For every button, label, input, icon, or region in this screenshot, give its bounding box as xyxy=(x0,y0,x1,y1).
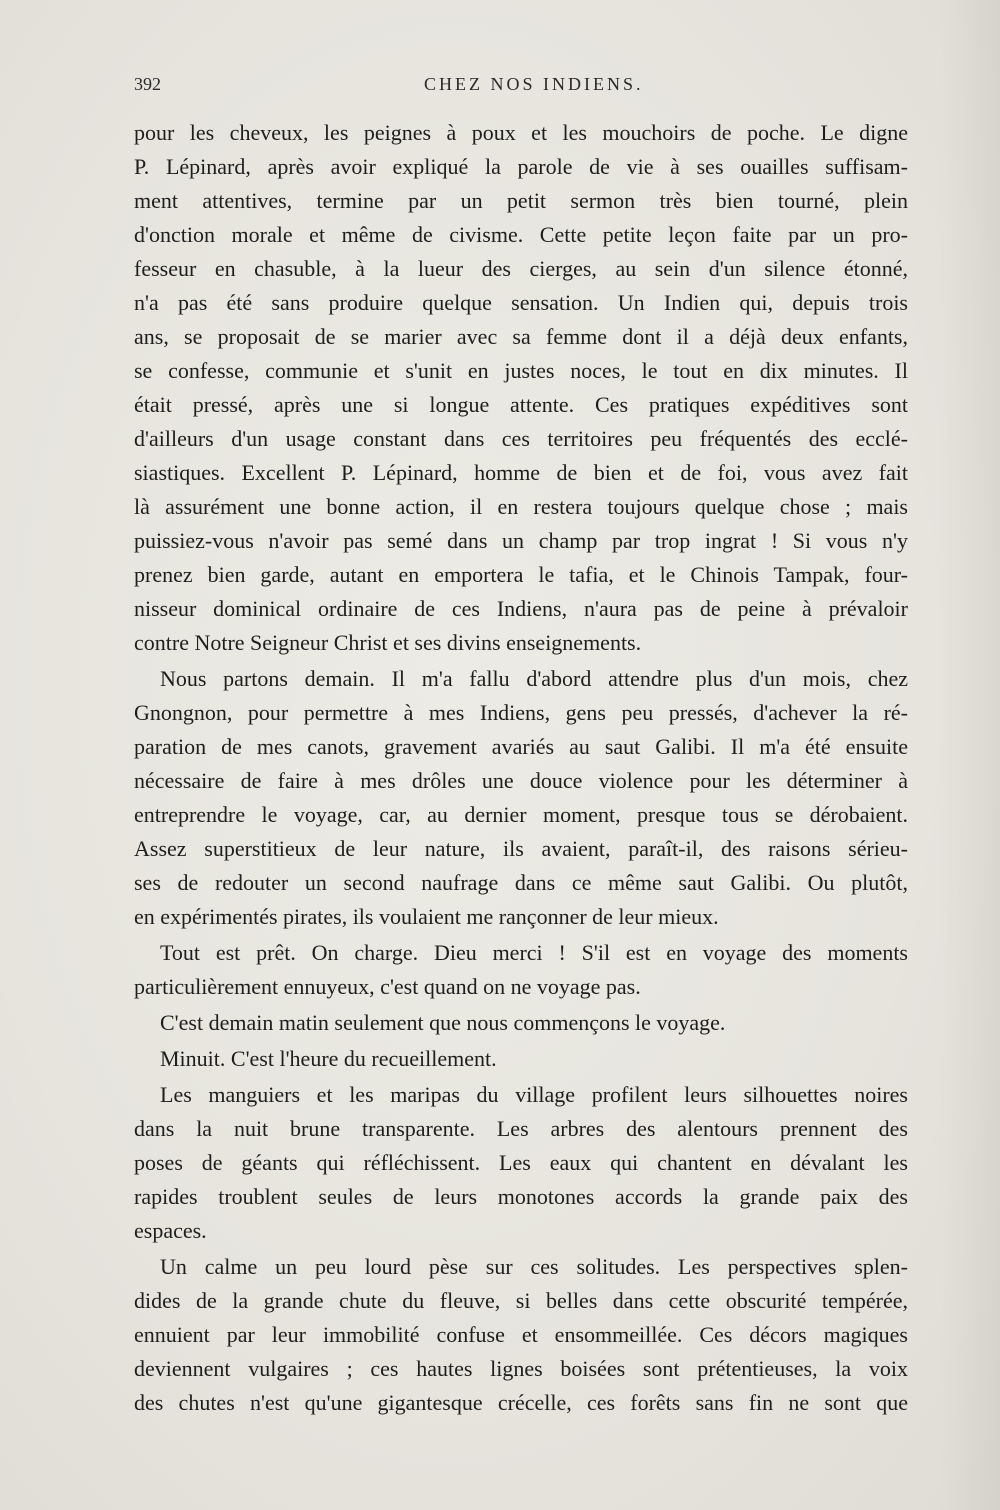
text-line: Minuit. C'est l'heure du recueillement. xyxy=(160,1046,497,1071)
paragraph xyxy=(134,1250,908,1420)
text-line: ment attentives, termine par un petit sermon très bien tourné, plein xyxy=(134,188,908,213)
text-line: Tout est prêt. On charge. Dieu merci ! S'il est en voyage des moments xyxy=(160,940,908,965)
text-line: d'onction morale et même de civisme. Cette petite leçon faite par un pro- xyxy=(134,222,908,247)
body-text xyxy=(134,116,908,1422)
page-header xyxy=(134,70,912,100)
text-line: se confesse, communie et s'unit en justes noces, le tout en dix minutes. Il xyxy=(134,358,908,383)
paragraph xyxy=(134,1078,908,1248)
paragraph xyxy=(134,116,908,660)
text-line: nisseur dominical ordinaire de ces Indiens, n'aura pas de peine à prévaloir xyxy=(134,596,908,621)
text-line: fesseur en chasuble, à la lueur des cierges, au sein d'un silence étonné, xyxy=(134,256,908,281)
text-line: deviennent vulgaires ; ces hautes lignes boisées sont prétentieuses, la voix xyxy=(134,1356,908,1381)
text-line: ses de redouter un second naufrage dans ce même saut Galibi. Ou plutôt, xyxy=(134,870,908,895)
page-number: 392 xyxy=(134,74,161,94)
text-line: C'est demain matin seulement que nous commençons le voyage. xyxy=(160,1010,726,1035)
paragraph xyxy=(134,1006,908,1040)
text-line: Gnongnon, pour permettre à mes Indiens, gens peu pressés, d'achever la ré- xyxy=(134,700,908,725)
text-line: n'a pas été sans produire quelque sensation. Un Indien qui, depuis trois xyxy=(134,290,908,315)
text-line: des chutes n'est qu'une gigantesque crécelle, ces forêts sans fin ne sont que xyxy=(134,1390,908,1415)
paragraph xyxy=(134,1042,908,1076)
text-line: contre Notre Seigneur Christ et ses divins enseignements. xyxy=(134,630,642,655)
text-line: particulièrement ennuyeux, c'est quand on ne voyage pas. xyxy=(134,974,641,999)
text-line: ans, se proposait de se marier avec sa femme dont il a déjà deux enfants, xyxy=(134,324,908,349)
text-line: dides de la grande chute du fleuve, si belles dans cette obscurité tempérée, xyxy=(134,1288,908,1313)
text-line: Assez superstitieux de leur nature, ils avaient, paraît-il, des raisons sérieu- xyxy=(134,836,908,861)
text-line: P. Lépinard, après avoir expliqué la parole de vie à ses ouailles suffisam- xyxy=(134,154,908,179)
text-line: prenez bien garde, autant en emportera le tafia, et le Chinois Tampak, four- xyxy=(134,562,908,587)
paragraph xyxy=(134,936,908,1004)
paragraph xyxy=(134,662,908,934)
text-line: d'ailleurs d'un usage constant dans ces territoires peu fréquentés des ecclé- xyxy=(134,426,908,451)
text-line: entreprendre le voyage, car, au dernier moment, presque tous se dérobaient. xyxy=(134,802,908,827)
text-line: dans la nuit brune transparente. Les arbres des alentours prennent des xyxy=(134,1116,908,1141)
text-line: paration de mes canots, gravement avariés au saut Galibi. Il m'a été ensuite xyxy=(134,734,908,759)
text-line: là assurément une bonne action, il en restera toujours quelque chose ; mais xyxy=(134,494,908,519)
text-line: Nous partons demain. Il m'a fallu d'abord attendre plus d'un mois, chez xyxy=(160,666,908,691)
text-line: en expérimentés pirates, ils voulaient me rançonner de leur mieux. xyxy=(134,904,719,929)
text-line: poses de géants qui réfléchissent. Les eaux qui chantent en dévalant les xyxy=(134,1150,908,1175)
page-edge-shadow xyxy=(940,0,1000,1510)
text-line: pour les cheveux, les peignes à poux et les mouchoirs de poche. Le digne xyxy=(134,120,908,145)
running-title: CHEZ NOS INDIENS. xyxy=(424,74,644,94)
text-line: Les manguiers et les maripas du village profilent leurs silhouettes noires xyxy=(160,1082,908,1107)
text-line: ennuient par leur immobilité confuse et ensommeillée. Ces décors magiques xyxy=(134,1322,908,1347)
text-line: Un calme un peu lourd pèse sur ces solitudes. Les perspectives splen- xyxy=(160,1254,908,1279)
text-line: était pressé, après une si longue attente. Ces pratiques expéditives sont xyxy=(134,392,908,417)
text-line: espaces. xyxy=(134,1218,207,1243)
text-line: siastiques. Excellent P. Lépinard, homme de bien et de foi, vous avez fait xyxy=(134,460,908,485)
text-line: nécessaire de faire à mes drôles une douce violence pour les déterminer à xyxy=(134,768,908,793)
text-line: puissiez-vous n'avoir pas semé dans un champ par trop ingrat ! Si vous n'y xyxy=(134,528,908,553)
text-line: rapides troublent seules de leurs monotones accords la grande paix des xyxy=(134,1184,908,1209)
